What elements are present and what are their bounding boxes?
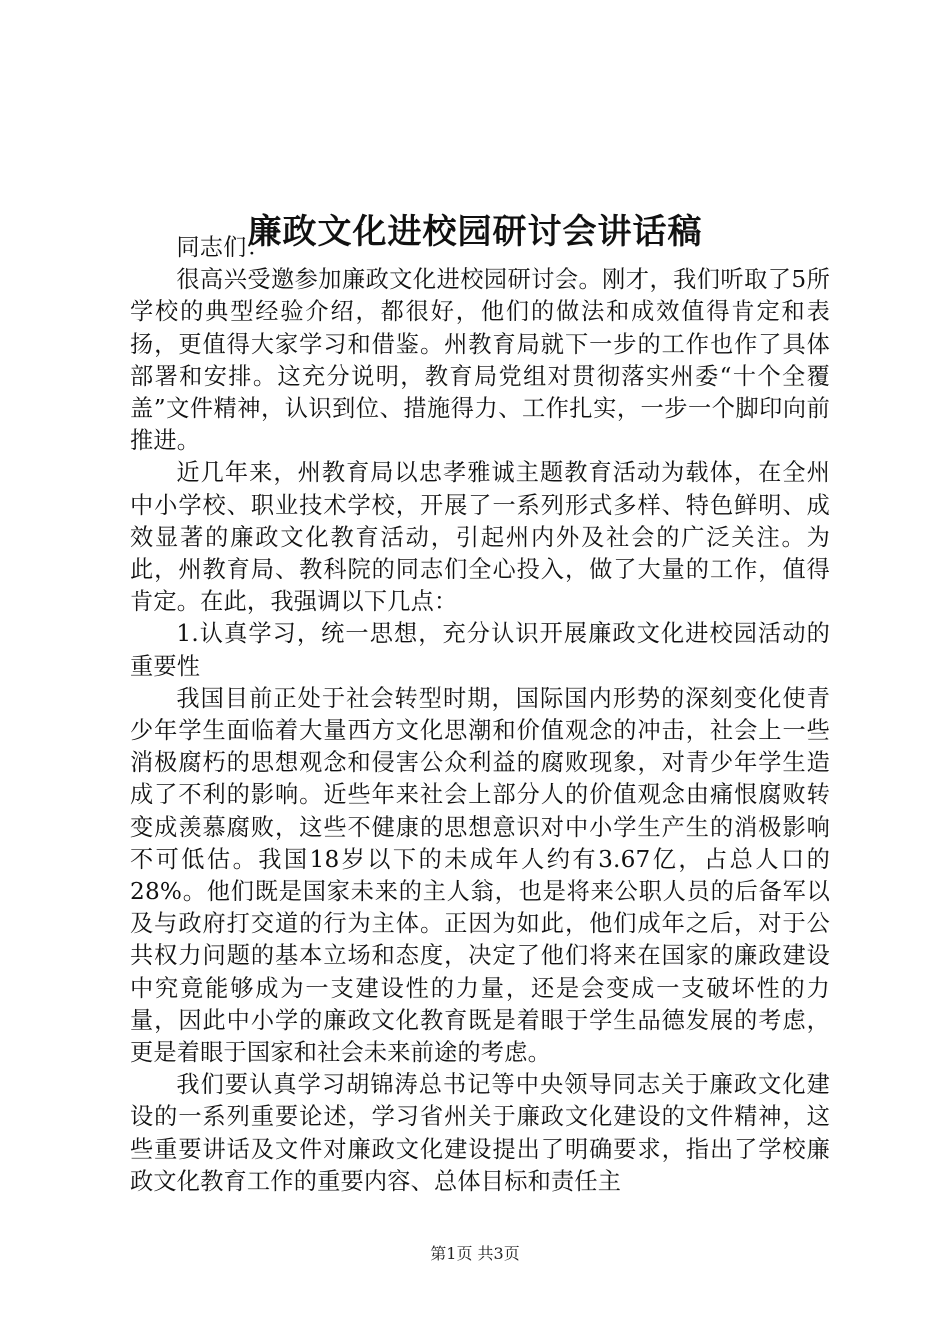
page-footer: 第1页 共3页: [430, 1244, 520, 1263]
document-title: 廉政文化进校园研讨会讲话稿: [247, 211, 703, 252]
body-paragraph: 很高兴受邀参加廉政文化进校园研讨会。刚才，我们听取了5所学校的典型经验介绍，都很好，他们的做法和成效值得肯定和表扬，更值得大家学习和借鉴。州教育局就下一步的工作也作了具体部署和安排。这充分说明，教育局党组对贯彻落实州委“十个全覆盖”文件精神，认识到位、措施得力、工作扎实，一步一个脚印向前推进。: [130, 266, 830, 455]
section-heading: 1.认真学习，统一思想，充分认识开展廉政文化进校园活动的重要性: [130, 620, 830, 680]
body-paragraph: 我们要认真学习胡锦涛总书记等中央领导同志关于廉政文化建设的一系列重要论述，学习省州关于廉政文化建设的文件精神，这些重要讲话及文件对廉政文化建设提出了明确要求，指出了学校廉政文化教育工作的重要内容、总体目标和责任主: [130, 1071, 830, 1195]
document-body: [130, 232, 830, 1198]
body-paragraph: 近几年来，州教育局以忠孝雅诚主题教育活动为载体，在全州中小学校、职业技术学校，开展了一系列形式多样、特色鲜明、成效显著的廉政文化教育活动，引起州内外及社会的广泛关注。为此，州教育局、教科院的同志们全心投入，做了大量的工作，值得肯定。在此，我强调以下几点：: [130, 459, 830, 616]
salutation-paragraph: 同志们：: [176, 234, 270, 261]
body-paragraph: 我国目前正处于社会转型时期，国际国内形势的深刻变化使青少年学生面临着大量西方文化思潮和价值观念的冲击，社会上一些消极腐朽的思想观念和侵害公众利益的腐败现象，对青少年学生造成了不利的影响。近些年来社会上部分人的价值观念由痛恨腐败转变成羡慕腐败，这些不健康的思想意识对中小学生产生的消极影响不可低估。我国18岁以下的未成年人约有3.67亿，占总人口的28%。他们既是国家未来的主人翁，也是将来公职人员的后备军以及与政府打交道的行为主体。正因为如此，他们成年之后，对于公共权力问题的基本立场和态度，决定了他们将来在国家的廉政建设中究竟能够成为一支建设性的力量，还是会变成一支破坏性的力量，因此中小学的廉政文化教育既是着眼于学生品德发展的考虑，更是着眼于国家和社会未来前途的考虑。: [130, 684, 830, 1067]
